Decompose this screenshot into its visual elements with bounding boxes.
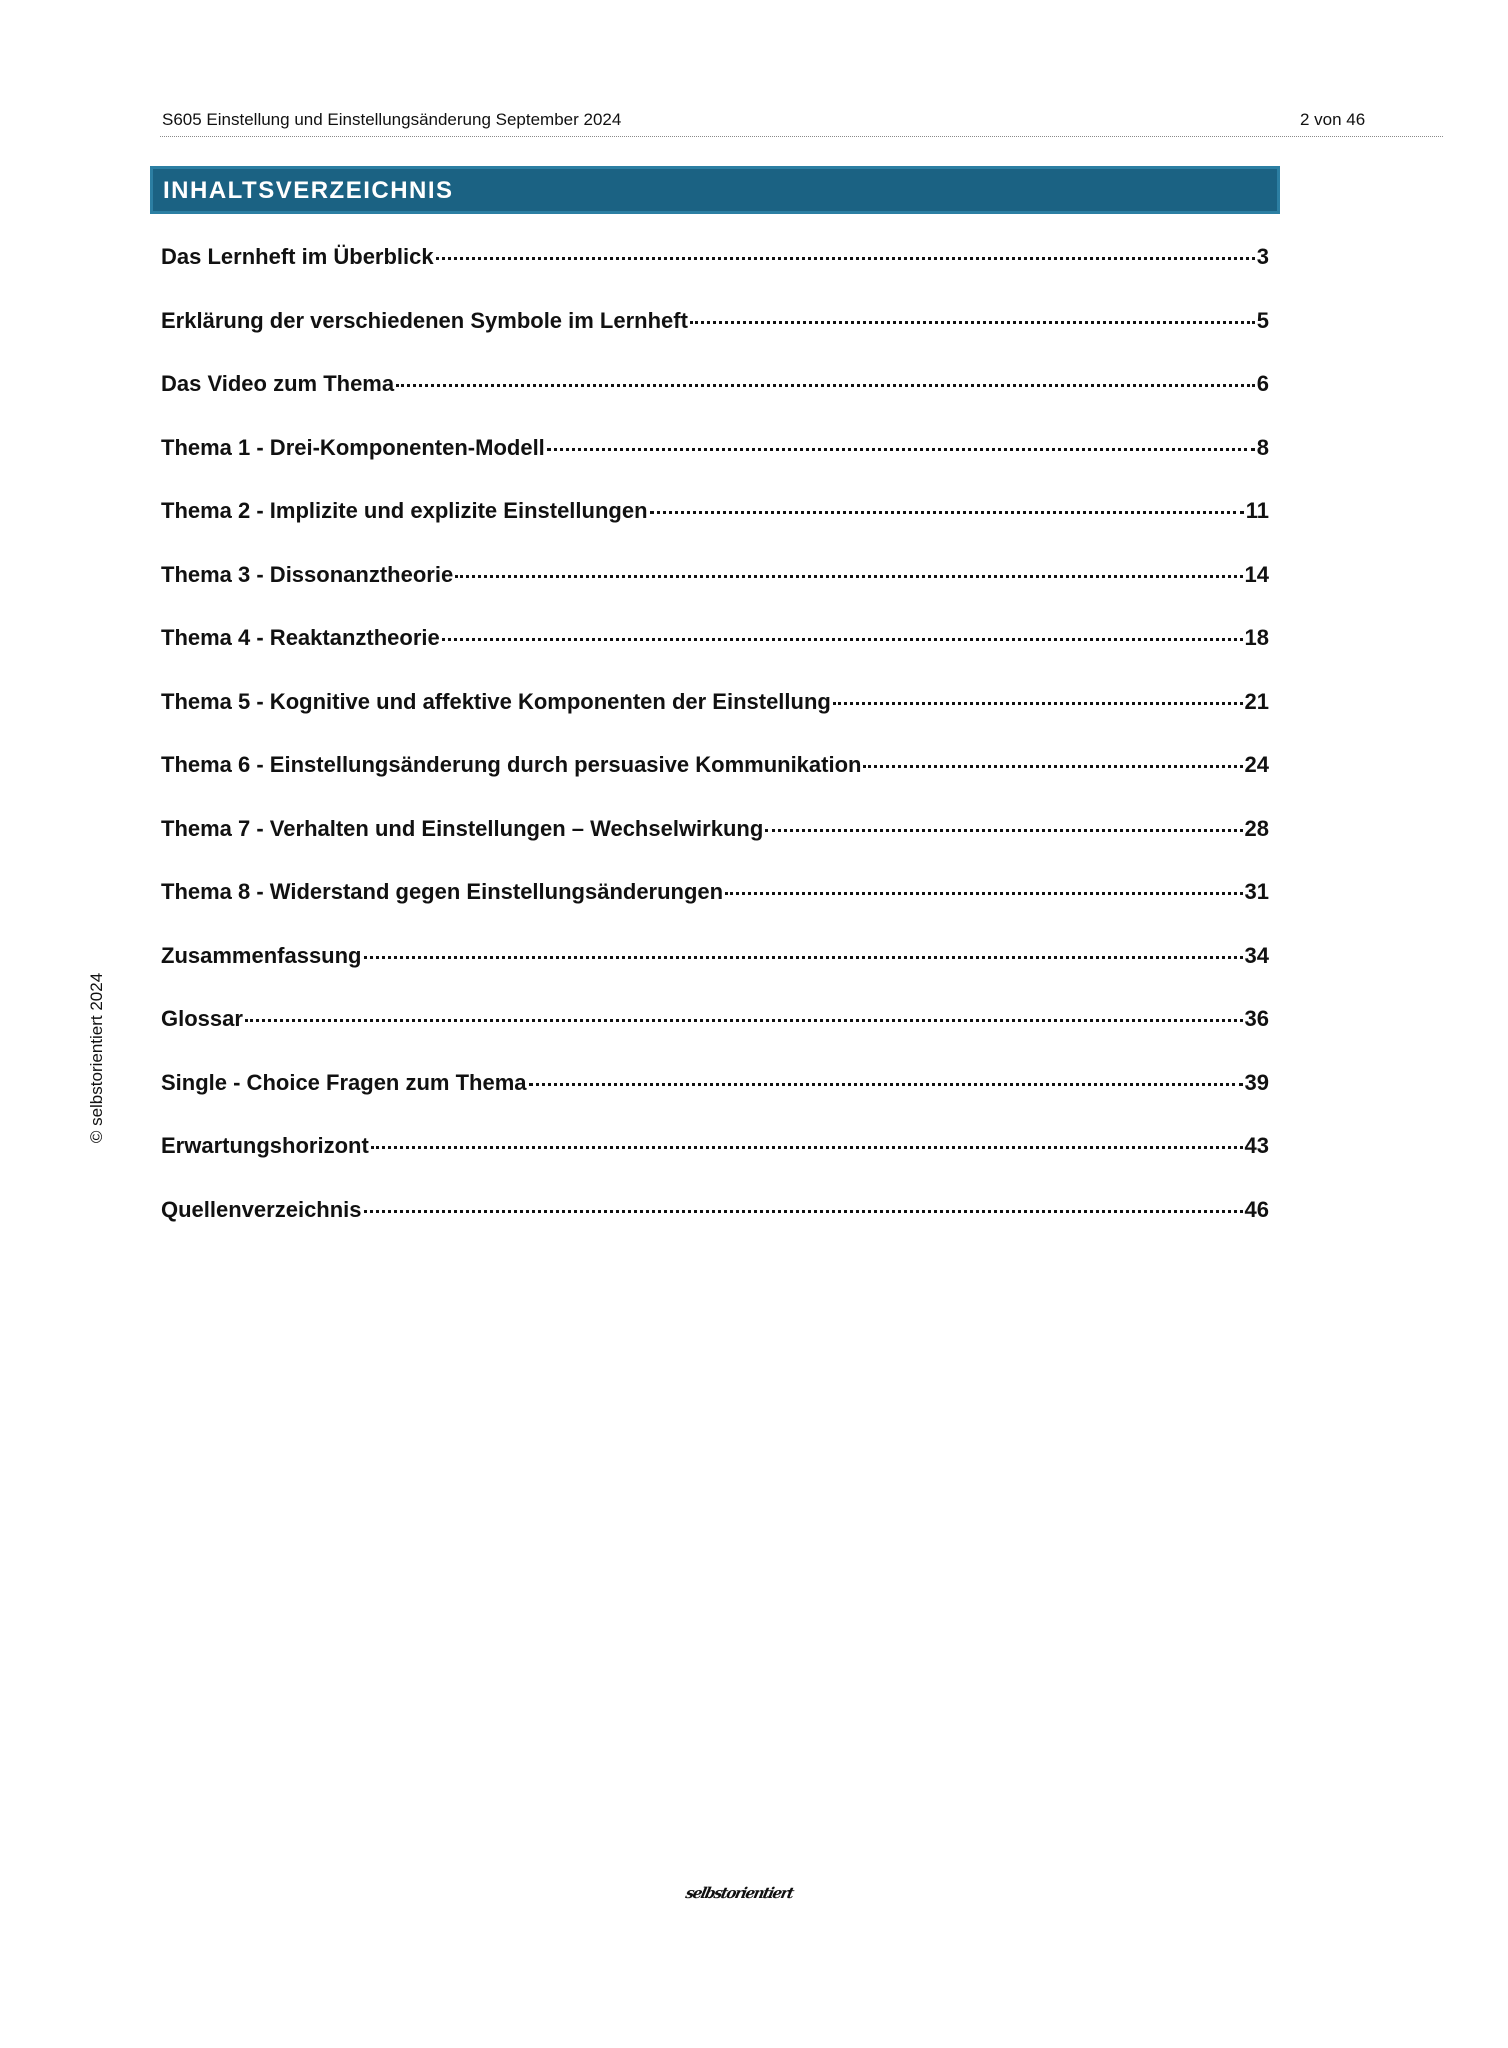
toc-entry[interactable]	[161, 498, 1269, 562]
toc-leader	[529, 1083, 1243, 1086]
toc-entry-page: 24	[1244, 752, 1269, 777]
toc-entry[interactable]	[161, 816, 1269, 880]
toc-list	[161, 244, 1269, 1260]
toc-entry-label: Thema 6 - Einstellungsänderung durch persuasive Kommunikation	[161, 752, 862, 777]
toc-entry[interactable]	[161, 1197, 1269, 1261]
toc-entry-page: 36	[1244, 1006, 1269, 1031]
toc-entry[interactable]	[161, 1006, 1269, 1070]
toc-leader	[245, 1019, 1243, 1022]
toc-entry-label: Zusammenfassung	[161, 942, 362, 968]
toc-leader	[442, 638, 1243, 641]
toc-entry[interactable]	[161, 435, 1269, 499]
toc-entry-page: 3	[1256, 244, 1269, 269]
toc-leader	[436, 257, 1255, 260]
toc-entry[interactable]	[161, 879, 1269, 943]
toc-entry-label: Quellenverzeichnis	[161, 1196, 362, 1222]
toc-leader	[364, 956, 1243, 959]
copyright-sidebar: © selbstorientiert 2024	[87, 972, 106, 1144]
toc-leader	[863, 765, 1242, 768]
toc-entry-page: 43	[1244, 1133, 1269, 1158]
toc-leader	[650, 511, 1244, 514]
toc-entry-page: 5	[1256, 307, 1269, 333]
toc-entry[interactable]	[161, 1133, 1269, 1197]
toc-entry-label: Das Video zum Thema	[161, 371, 395, 396]
toc-heading-bar	[150, 166, 1280, 214]
toc-entry-label: Thema 7 - Verhalten und Einstellungen – Wechselwirkung	[161, 815, 764, 841]
toc-entry-label: Thema 4 - Reaktanztheorie	[161, 625, 440, 650]
document-title: S605 Einstellung und Einstellungsänderung September 2024	[162, 110, 622, 129]
toc-entry[interactable]	[161, 689, 1269, 753]
toc-leader	[396, 384, 1255, 387]
toc-entry[interactable]	[161, 943, 1269, 1007]
page-number: 2 von 46	[1300, 110, 1366, 129]
toc-entry-label: Thema 1 - Drei-Komponenten-Modell	[161, 434, 545, 460]
toc-entry-label: Erwartungshorizont	[161, 1133, 369, 1158]
toc-entry-page: 39	[1244, 1069, 1269, 1095]
toc-entry[interactable]	[161, 562, 1269, 626]
toc-entry-page: 8	[1256, 434, 1269, 460]
toc-entry-page: 34	[1244, 942, 1269, 968]
toc-leader	[690, 321, 1255, 324]
toc-entry[interactable]	[161, 244, 1269, 308]
toc-entry-label: Thema 5 - Kognitive und affektive Komponenten der Einstellung	[161, 688, 831, 714]
toc-entry-page: 31	[1244, 879, 1269, 904]
toc-leader	[833, 702, 1243, 705]
toc-entry-label: Das Lernheft im Überblick	[161, 244, 434, 269]
toc-leader	[547, 448, 1255, 451]
toc-leader	[455, 575, 1242, 578]
footer-logo: selbstorientiert	[684, 1884, 795, 1902]
toc-entry-label: Thema 3 - Dissonanztheorie	[161, 561, 454, 587]
toc-leader	[725, 892, 1242, 895]
page-header	[160, 108, 1443, 137]
toc-entry-label: Thema 2 - Implizite und explizite Einstellungen	[161, 498, 648, 523]
toc-entry-page: 11	[1245, 498, 1269, 523]
toc-entry[interactable]	[161, 308, 1269, 372]
toc-entry[interactable]	[161, 752, 1269, 816]
toc-leader	[371, 1146, 1243, 1149]
toc-leader	[765, 829, 1242, 832]
toc-leader	[364, 1210, 1243, 1213]
toc-entry[interactable]	[161, 1070, 1269, 1134]
toc-entry-page: 14	[1244, 561, 1269, 587]
toc-entry-page: 6	[1256, 371, 1269, 396]
toc-entry-page: 21	[1244, 688, 1269, 714]
toc-entry-page: 28	[1244, 815, 1269, 841]
toc-entry[interactable]	[161, 371, 1269, 435]
toc-entry[interactable]	[161, 625, 1269, 689]
toc-entry-label: Single - Choice Fragen zum Thema	[161, 1069, 527, 1095]
toc-entry-label: Thema 8 - Widerstand gegen Einstellungsänderungen	[161, 879, 724, 904]
toc-heading: INHALTSVERZEICHNIS	[163, 177, 454, 204]
toc-entry-label: Erklärung der verschiedenen Symbole im Lernheft	[161, 307, 688, 333]
toc-entry-label: Glossar	[161, 1006, 243, 1031]
toc-entry-page: 46	[1244, 1196, 1269, 1222]
toc-entry-page: 18	[1244, 625, 1269, 650]
